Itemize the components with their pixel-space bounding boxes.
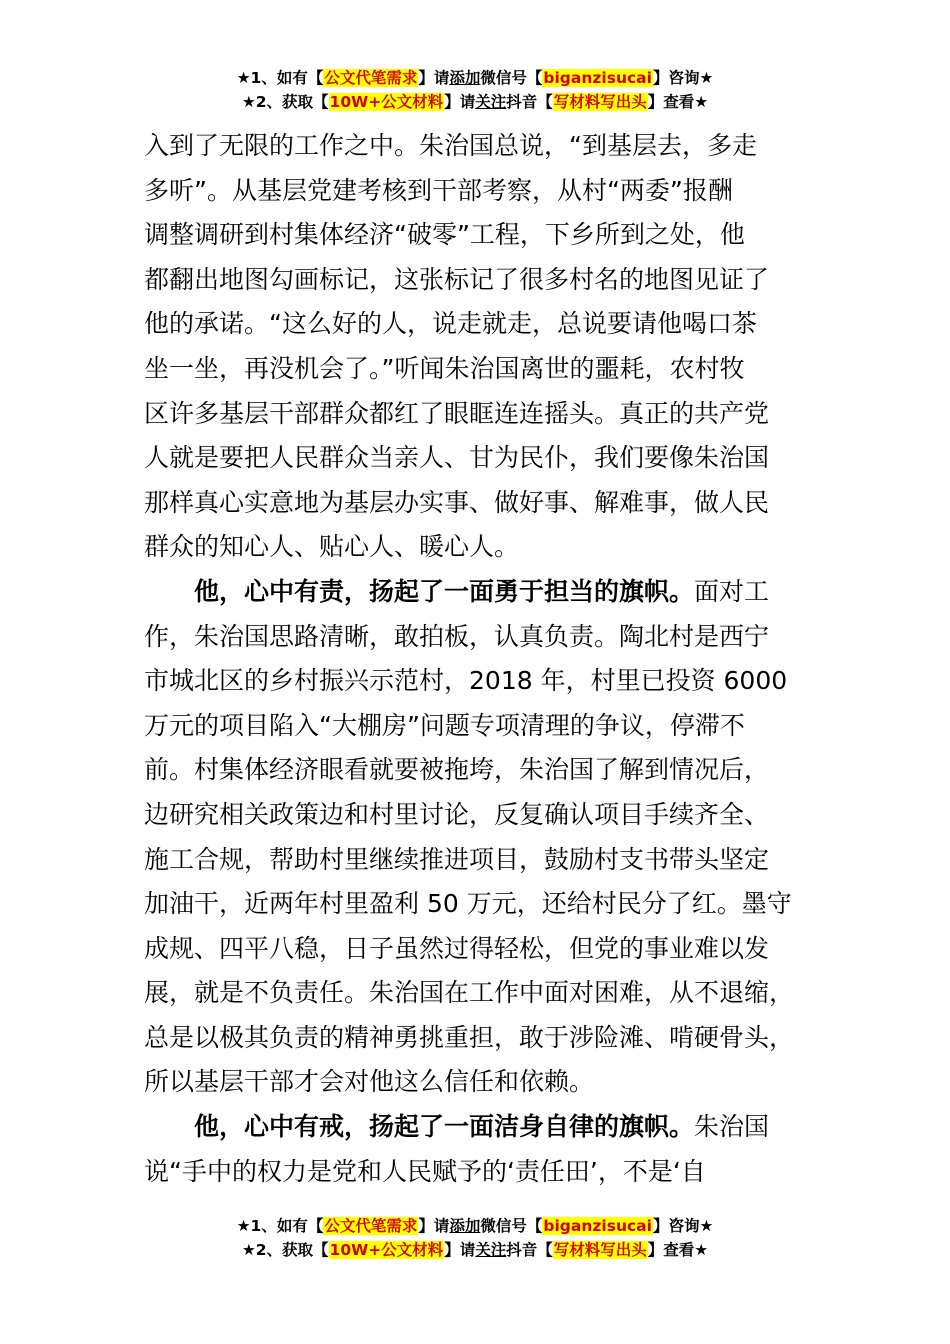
- text-line: 所以基层干部才会对他这么信任和依赖。: [144, 1067, 595, 1097]
- banner-text: 抖音【: [506, 93, 553, 111]
- banner-text: 】请: [418, 1217, 450, 1235]
- text-line: 说“手中的权力是党和人民赋予的‘责任田’，不是‘自: [144, 1156, 706, 1186]
- text-line: [144, 570, 810, 615]
- text-line: 群众的知心人、贴心人、暖心人。: [144, 532, 520, 562]
- banner-highlight: biganzisucai: [543, 69, 652, 87]
- banner-text: 】查看★: [647, 93, 709, 111]
- text-span: 朱治国: [694, 1112, 770, 1142]
- text-line: [144, 1105, 810, 1150]
- text-line: 调整调研到村集体经济“破零”工程，下乡所到之处，他: [144, 220, 745, 250]
- paragraph-1: [144, 124, 810, 570]
- paragraph-2: [144, 570, 810, 1105]
- paragraph-heading: 他，心中有戒，扬起了一面洁身自律的旗帜。: [194, 1112, 695, 1142]
- banner-highlight: biganzisucai: [543, 1217, 652, 1235]
- document-body: [144, 124, 810, 1194]
- banner-text: 微信号【: [480, 1217, 543, 1235]
- text-line: 多听”。从基层党建考核到干部考察，从村“两委”报酬: [144, 175, 733, 205]
- text-line: 展，就是不负责任。朱治国在工作中面对困难，从不退缩，: [144, 978, 795, 1008]
- banner-text: ★1、如有【: [236, 69, 324, 87]
- banner-highlight: 10W+公文材料: [329, 93, 444, 111]
- text-line: 作，朱治国思路清晰，敢拍板，认真负责。陶北村是西宁: [144, 621, 770, 651]
- banner-text: ★1、如有【: [236, 1217, 324, 1235]
- banner-text: 】咨询★: [652, 1217, 714, 1235]
- banner-text: 】请: [444, 93, 476, 111]
- text-line: 人就是要把人民群众当亲人、甘为民仆，我们要像朱治国: [144, 443, 770, 473]
- text-line: 坐一坐，再没机会了。”听闻朱治国离世的噩耗，农村牧: [144, 353, 745, 383]
- banner-text: 】查看★: [647, 1241, 709, 1259]
- text-line: 边研究相关政策边和村里讨论，反复确认项目手续齐全、: [144, 799, 770, 829]
- footer-banner: [0, 1214, 950, 1262]
- paragraph-3: [144, 1105, 810, 1194]
- banner-highlight: 公文代笔需求: [324, 1217, 418, 1235]
- banner-underlined: 添加: [449, 1217, 481, 1235]
- text-line: 施工合规，帮助村里继续推进项目，鼓励村支书带头坚定: [144, 844, 770, 874]
- text-line: 区许多基层干部群众都红了眼眶连连摇头。真正的共产党: [144, 398, 770, 428]
- banner-underlined: 关注: [475, 1241, 507, 1259]
- banner-underlined: 添加: [449, 69, 481, 87]
- banner-highlight: 写材料写出头: [553, 93, 647, 111]
- banner-highlight: 公文代笔需求: [324, 69, 418, 87]
- text-line: 加油干，近两年村里盈利 50 万元，还给村民分了红。墨守: [144, 889, 792, 919]
- text-line: 前。村集体经济眼看就要被拖垮，朱治国了解到情况后，: [144, 755, 770, 785]
- text-span: 面对工: [694, 576, 770, 606]
- banner-text: ★2、获取【: [241, 93, 329, 111]
- banner-text: 】请: [444, 1241, 476, 1259]
- text-line: 都翻出地图勾画标记，这张标记了很多村名的地图见证了: [144, 264, 770, 294]
- banner-line-2: [0, 1238, 950, 1262]
- text-line: 入到了无限的工作之中。朱治国总说，“到基层去，多走: [144, 131, 757, 160]
- text-line: 市城北区的乡村振兴示范村，2018 年，村里已投资 6000: [144, 666, 788, 696]
- banner-line-2: [0, 90, 950, 114]
- banner-text: 】咨询★: [652, 69, 714, 87]
- paragraph-heading: 他，心中有责，扬起了一面勇于担当的旗帜。: [194, 576, 695, 606]
- banner-highlight: 写材料写出头: [553, 1241, 647, 1259]
- banner-line-1: [0, 66, 950, 90]
- banner-text: ★2、获取【: [241, 1241, 329, 1259]
- banner-text: 抖音【: [506, 1241, 553, 1259]
- header-banner: [0, 66, 950, 114]
- text-line: 总是以极其负责的精神勇挑重担，敢于涉险滩、啃硬骨头，: [144, 1022, 795, 1052]
- text-line: 他的承诺。“这么好的人，说走就走，总说要请他喝口茶: [144, 309, 757, 339]
- text-line: 万元的项目陷入“大棚房”问题专项清理的争议，停滞不: [144, 710, 745, 740]
- banner-line-1: [0, 1214, 950, 1238]
- banner-highlight: 10W+公文材料: [329, 1241, 444, 1259]
- banner-underlined: 关注: [475, 93, 507, 111]
- banner-text: 微信号【: [480, 69, 543, 87]
- banner-text: 】请: [418, 69, 450, 87]
- text-line: 成规、四平八稳，日子虽然过得轻松，但党的事业难以发: [144, 933, 770, 963]
- text-line: 那样真心实意地为基层办实事、做好事、解难事，做人民: [144, 487, 770, 517]
